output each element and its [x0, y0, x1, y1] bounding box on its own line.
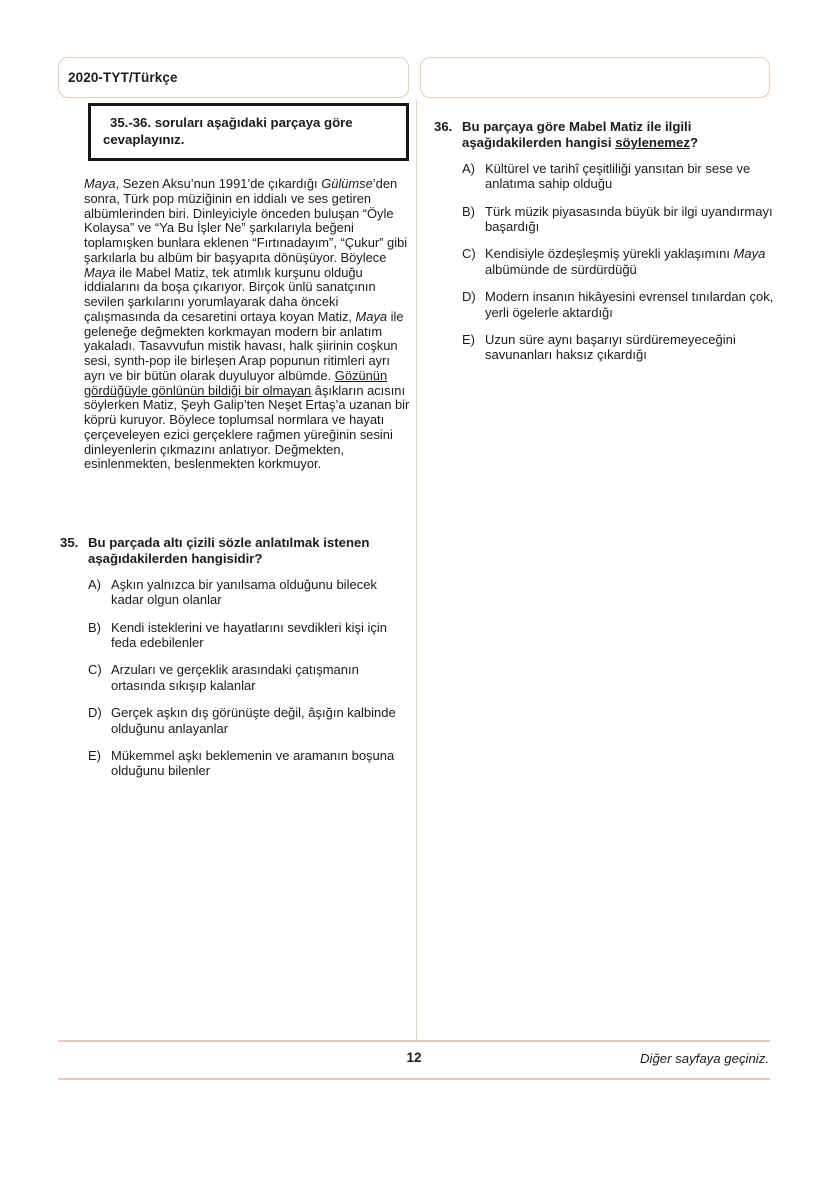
question-36-options	[462, 161, 779, 363]
option-letter: C)	[462, 246, 476, 262]
option-text: Kendisiyle özdeşleşmiş yürekli yaklaşımını Maya albümünde de sürdürdüğü	[485, 246, 766, 277]
question-35-number: 35.	[60, 535, 79, 550]
option-text: Uzun süre aynı başarıyı sürdüremeyeceğini savunanları haksız çıkardığı	[485, 332, 736, 363]
option-row	[88, 705, 413, 736]
instruction-box	[88, 103, 409, 161]
option-row	[462, 332, 779, 363]
option-text: Arzuları ve gerçeklik arasındaki çatışmanın ortasında sıkışıp kalanlar	[111, 662, 359, 693]
question-35	[60, 535, 413, 791]
footer-rule-top	[58, 1040, 770, 1042]
option-row	[462, 161, 779, 192]
footer-rule-bottom	[58, 1078, 770, 1080]
footer	[58, 1050, 770, 1070]
question-35-options	[88, 577, 413, 779]
option-letter: B)	[462, 203, 475, 219]
question-36-stem: Bu parçaya göre Mabel Matiz ile ilgili aşağıdakilerden hangisi söylenemez?	[462, 119, 699, 150]
question-35-stem: Bu parçada altı çizili sözle anlatılmak istenen aşağıdakilerden hangisidir?	[88, 535, 370, 566]
page-number: 12	[406, 1050, 422, 1065]
instruction-text: 35.-36. soruları aşağıdaki parçaya göre cevaplayınız.	[103, 115, 353, 147]
header-left-box	[58, 57, 409, 98]
option-letter: E)	[88, 748, 101, 764]
option-text: Mükemmel aşkı beklemenin ve aramanın boşuna olduğunu bilenler	[111, 748, 395, 779]
option-letter: D)	[88, 705, 102, 721]
header-right-box	[420, 57, 770, 98]
option-text: Modern insanın hikâyesini evrensel tınılardan çok, yerli ögelerle aktardığı	[485, 289, 774, 320]
option-letter: C)	[88, 662, 102, 678]
option-row	[88, 620, 413, 651]
footer-note: Diğer sayfaya geçiniz.	[639, 1051, 769, 1066]
option-row	[88, 577, 413, 608]
option-letter: E)	[462, 332, 475, 348]
option-letter: D)	[462, 289, 476, 305]
option-row	[462, 289, 779, 320]
option-row	[462, 246, 779, 277]
option-text: Kendi isteklerini ve hayatlarını sevdikleri kişi için feda edebilenler	[111, 619, 388, 651]
option-row	[88, 748, 413, 779]
option-row	[462, 204, 779, 235]
option-letter: A)	[462, 160, 475, 176]
option-letter: B)	[88, 619, 101, 635]
question-36-number: 36.	[434, 119, 453, 134]
option-letter: A)	[88, 576, 101, 592]
question-36	[434, 119, 779, 375]
option-text: Kültürel ve tarihî çeşitliliği yansıtan bir sese ve anlatıma sahip olduğu	[485, 160, 751, 192]
passage-text: Maya, Sezen Aksu’nun 1991’de çıkardığı Gülümse’den sonra, Türk pop müziğinin en iddialı ve ses getiren albümlerinden biri. Dinleyiciyle önceden buluşan “Öyle Kolaysa” ve “Ya Bu İşler Ne” şarkılarıyla beğeni toplamışken bunlara eklenen “Fırtınadayım”, “Çukur” gibi şarkılarla bu albüm bir başyapıta dönüşüyor. Böylece Maya ile Mabel Matiz, tek atımlık kurşunu olduğu iddialarını da boşa çıkarıyor. Birçok ünlü sanatçının sevilen şarkılarını yorumlayarak daha önceki çalışmasında da cesaretini ortaya koyan Matiz, Maya ile geleneğe değmekten korkmayan modern bir anlatım yakaladı. Tasavvufun mistik havası, halk şiirinin coşkun sesi, synth-pop ile birleşen Arap popunun ritimleri ayrı ayrı ve bir bütün olarak duyuluyor albümde. Gözünün gördüğüyle gönlünün bildiği bir olmayan âşıkların acısını söylerken Matiz, Şeyh Galip’ten Neşet Ertaş’a uzanan bir köprü kuruyor. Böylece toplumsal normlara ve hayatı çerçeveleyen ezici gerçeklere rağmen yüreğinin sesini dinleyenlerin çıkmazını anlatıyor. Değmekten, esinlenmekten, beslenmekten korkmuyor.	[84, 176, 410, 472]
question-35-stem-row	[60, 535, 413, 567]
column-divider	[416, 100, 417, 1040]
header-title: 2020-TYT/Türkçe	[68, 70, 178, 85]
option-text: Gerçek aşkın dış görünüşte değil, âşığın kalbinde olduğunu anlayanlar	[111, 705, 396, 736]
option-text: Türk müzik piyasasında büyük bir ilgi uyandırmayı başardığı	[485, 203, 773, 235]
option-text: Aşkın yalnızca bir yanılsama olduğunu bilecek kadar olgun olanlar	[111, 576, 377, 608]
question-36-stem-row	[434, 119, 779, 151]
option-row	[88, 662, 413, 693]
